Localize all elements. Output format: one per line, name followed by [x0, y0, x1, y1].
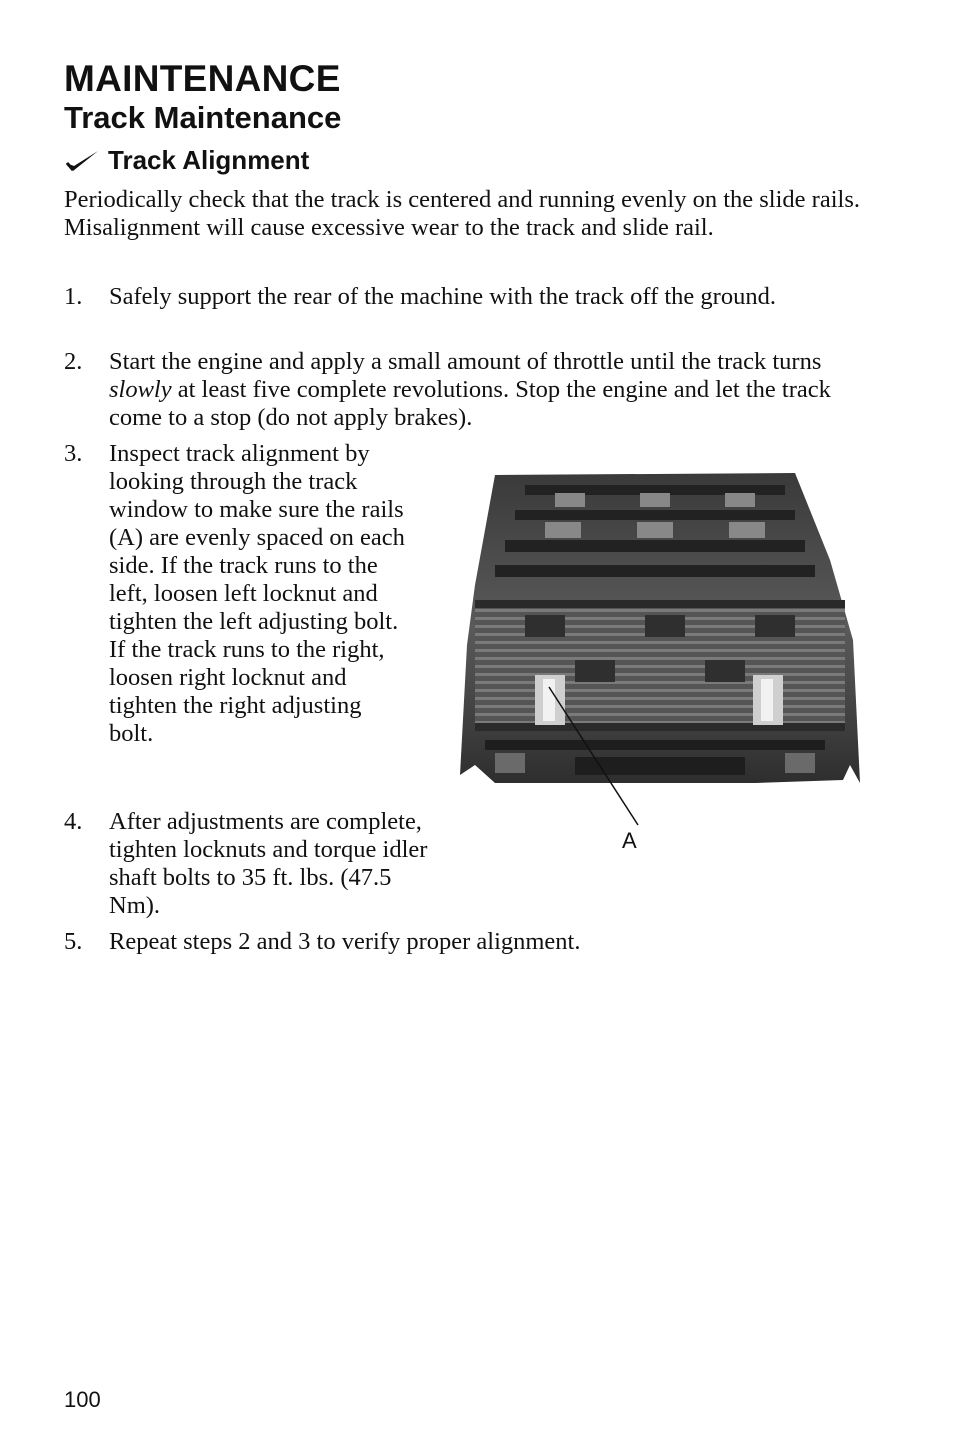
step-text-part: Start the engine and apply a small amount of throttle until the track turns — [109, 348, 822, 375]
track-photo — [455, 465, 860, 855]
step-text — [109, 348, 869, 432]
step-text: Safely support the rear of the machine with the track off the ground. — [109, 283, 776, 310]
step-text: Repeat steps 2 and 3 to verify proper alignment. — [109, 928, 581, 955]
step-text: Inspect track alignment by looking through the track window to make sure the rails (A) are evenly spaced on each side. If the track runs to the left, loosen left locknut and tighten the left adjusting bolt. If the track runs to the right, loosen right locknut and tighten the right adjusting bolt. — [109, 440, 405, 747]
checkmark-icon — [64, 148, 100, 174]
subsection-title — [64, 145, 309, 176]
callout-label: A — [622, 828, 637, 853]
step-emphasis: slowly — [109, 376, 172, 403]
subsection-label: Track Alignment — [108, 145, 310, 175]
step-number: 1. — [64, 283, 83, 310]
chapter-title: MAINTENANCE — [64, 58, 341, 99]
step-number: 2. — [64, 348, 83, 375]
step-number: 3. — [64, 440, 83, 467]
step-text: After adjustments are complete, tighten locknuts and torque idler shaft bolts to 35 ft. lbs. (47.5 Nm). — [109, 808, 428, 919]
step-number: 5. — [64, 928, 83, 955]
page-number: 100 — [64, 1387, 101, 1412]
step-text-part: at least five complete revolutions. Stop the engine and let the track come to a stop (do not apply brakes). — [109, 376, 831, 431]
intro-paragraph: Periodically check that the track is centered and running evenly on the slide rails. Misalignment will cause excessive wear to the track and slide rail. — [64, 186, 860, 241]
step-number: 4. — [64, 808, 83, 835]
section-title: Track Maintenance — [64, 100, 342, 135]
